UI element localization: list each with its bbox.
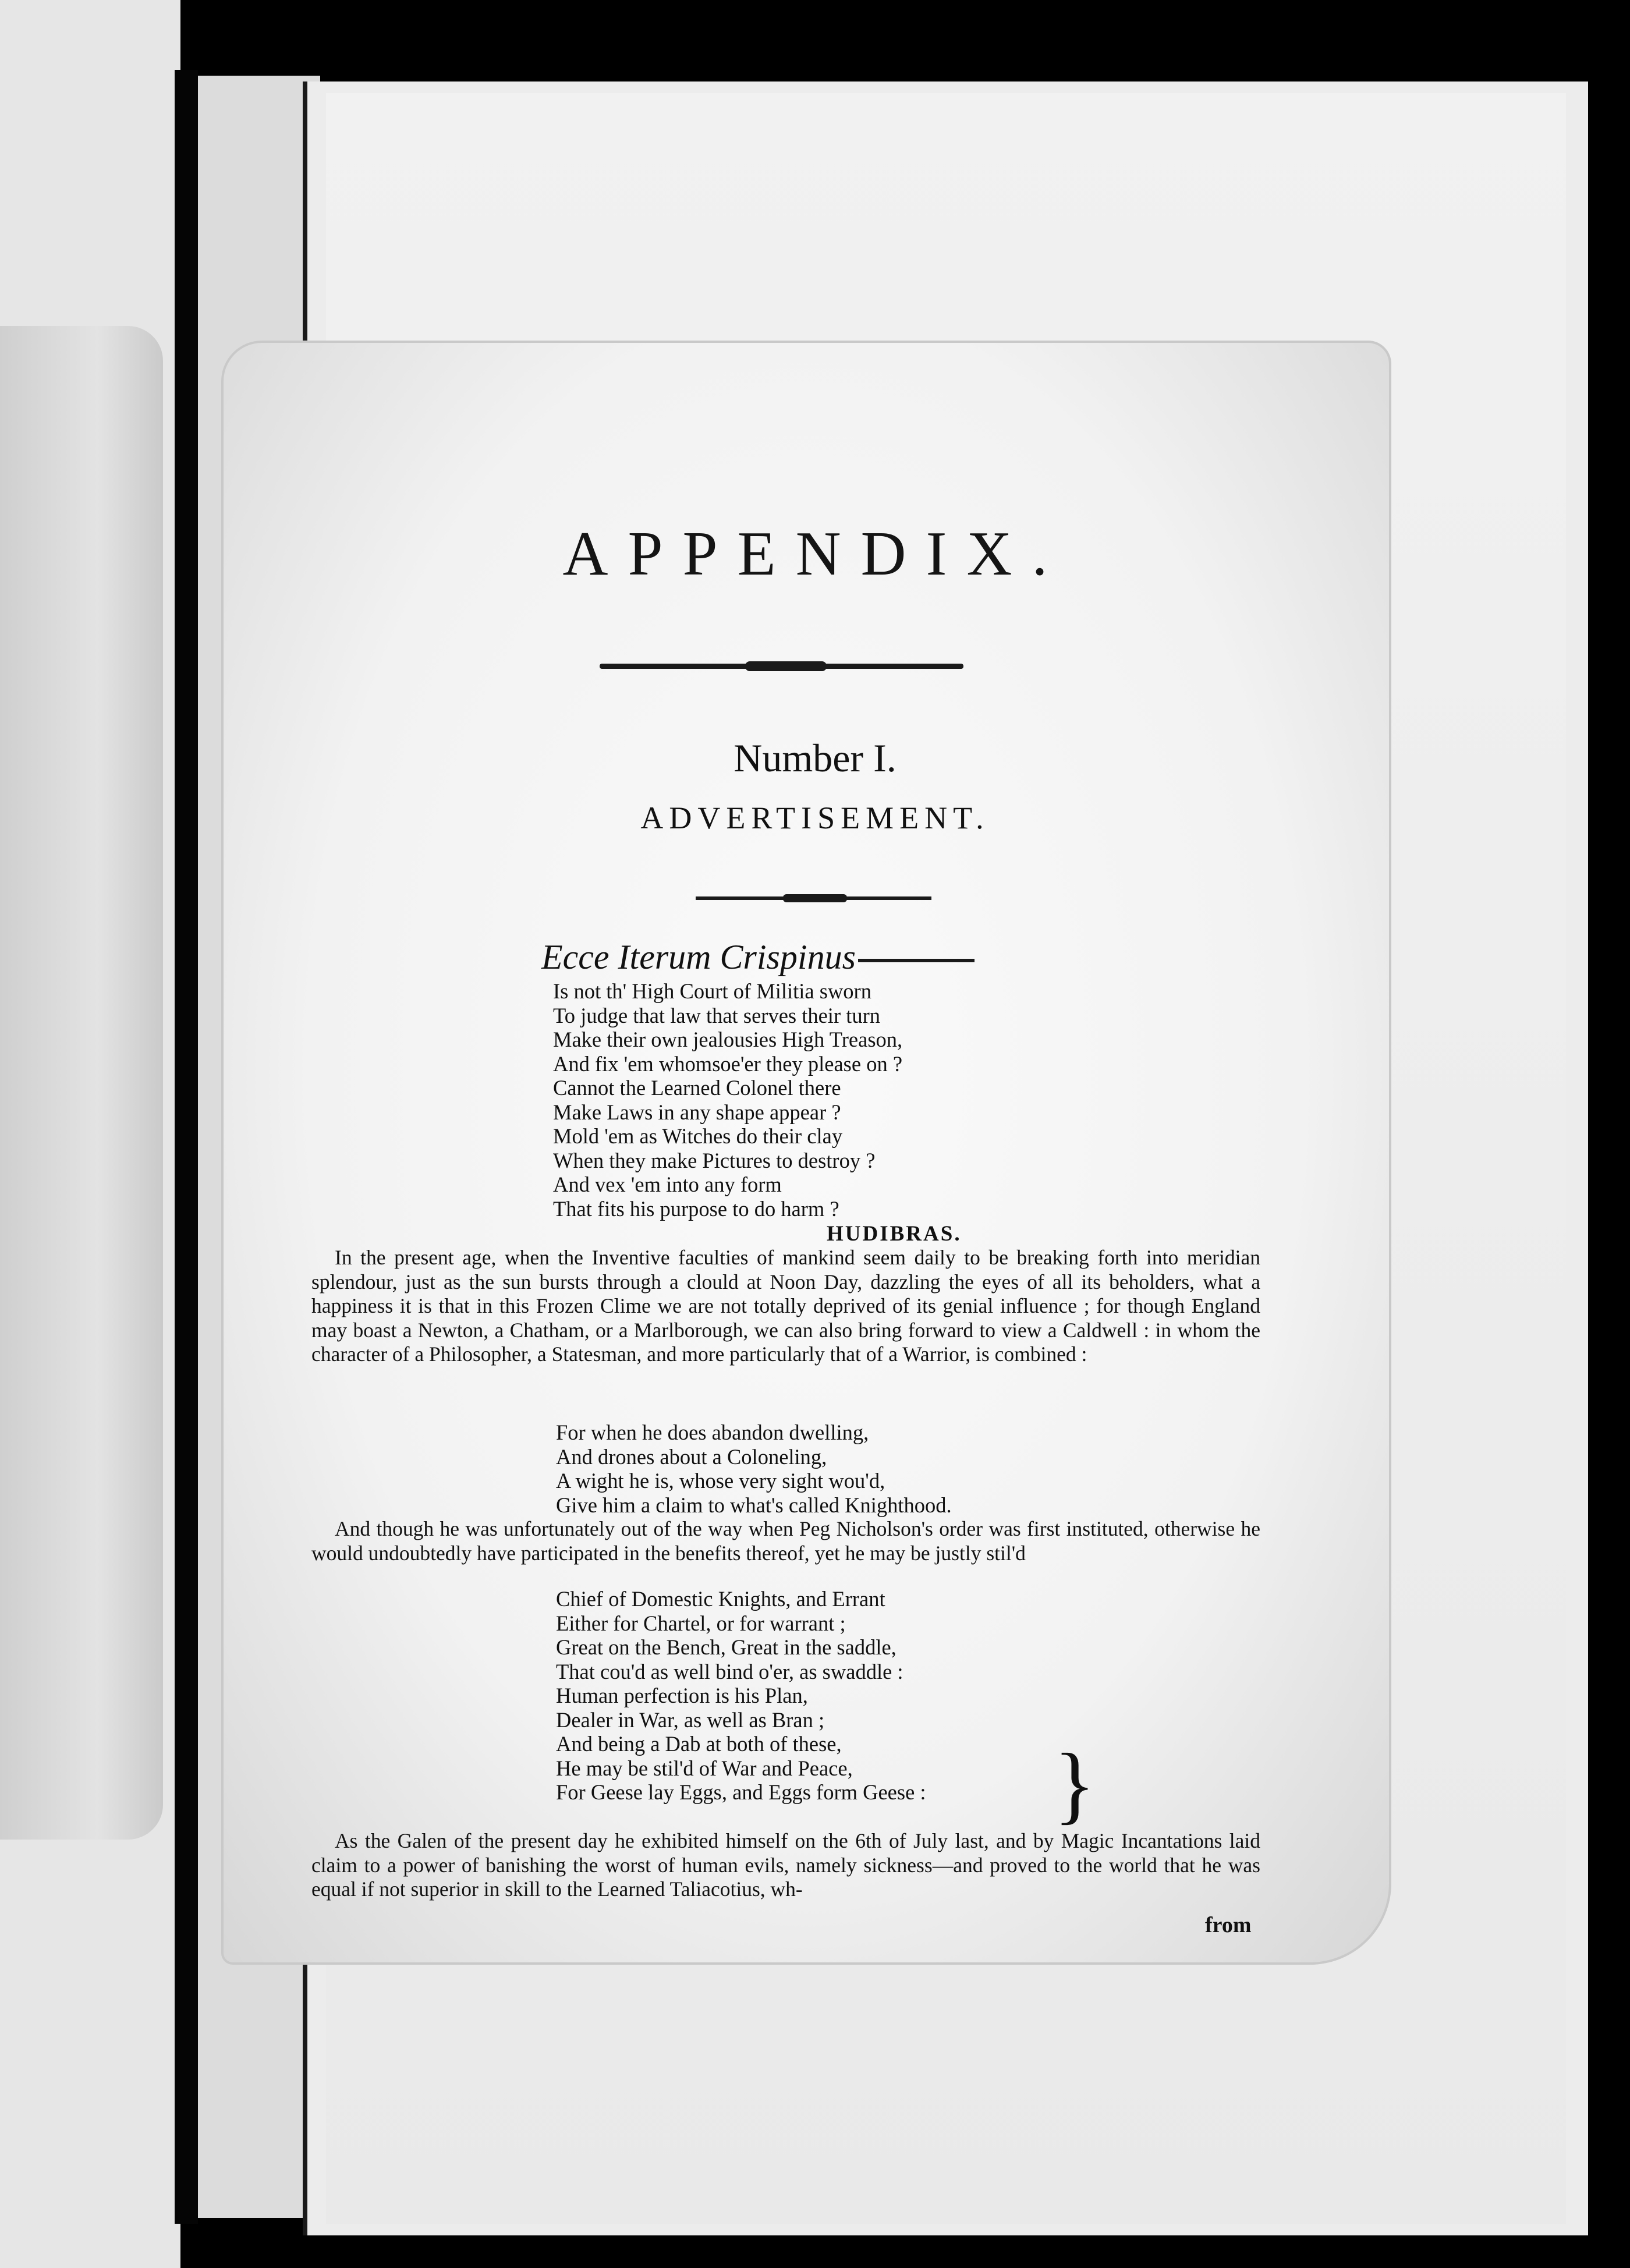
- paragraph-galen: As the Galen of the present day he exhibited himself on the 6th of July last, and by Magic Incantations laid claim to a power of banishing the worst of human evils, namely sickness—and proved to the world that he was equal if not superior in skill to the Learned Taliacotius, wh-: [311, 1829, 1260, 1901]
- verse-line: Mold 'em as Witches do their clay: [553, 1124, 843, 1148]
- verse-line: Give him a claim to what's called Knighthood.: [556, 1493, 952, 1517]
- verse-line: Make Laws in any shape appear ?: [553, 1100, 841, 1124]
- verse-line: That fits his purpose to do harm ?: [553, 1196, 839, 1221]
- section-number: Number I.: [734, 736, 897, 780]
- verse-line: And fix 'em whomsoe'er they please on ?: [553, 1051, 903, 1076]
- facing-page-edge: [0, 0, 180, 2268]
- latin-motto: [541, 937, 975, 977]
- verse-line: For when he does abandon dwelling,: [556, 1420, 869, 1444]
- verse-line: Make their own jealousies High Treason,: [553, 1027, 903, 1051]
- paragraph-present-age: In the present age, when the Inventive faculties of mankind seem daily to be breaking forth into meridian splendour, just as the sun bursts through a clould at Noon Day, dazzling the eyes of all its beholders, what a happiness it is that in this Frozen Clime we are not totally deprived of its genial influence ; for though England may boast a Newton, a Chatham, or a Marlborough, we can also bring forward to view a Caldwell : in whom the character of a Philosopher, a Statesman, and more particularly that of a Warrior, is combined :: [311, 1246, 1260, 1366]
- verse-line: Cannot the Learned Colonel there: [553, 1076, 841, 1100]
- catchword: from: [1205, 1913, 1252, 1937]
- verse-line: To judge that law that serves their turn: [553, 1003, 881, 1027]
- verse-line: A wight he is, whose very sight wou'd,: [556, 1469, 885, 1493]
- verse-line: He may be stil'd of War and Peace,: [556, 1756, 853, 1780]
- page-title: APPENDIX.: [562, 519, 1068, 589]
- book-gutter: [175, 70, 198, 2224]
- verse-line: And vex 'em into any form: [553, 1172, 782, 1196]
- verse-line: When they make Pictures to destroy ?: [553, 1148, 876, 1172]
- verse-knighthood: [556, 1420, 952, 1517]
- verse-line: For Geese lay Eggs, and Eggs form Geese :: [556, 1780, 926, 1804]
- curly-brace-mark: }: [1054, 1736, 1096, 1833]
- paragraph-peg-nicholson: And though he was unfortunately out of the way when Peg Nicholson's order was first instituted, otherwise he would undoubtedly have participated in the benefits thereof, yet he may be justly stil'd: [311, 1517, 1260, 1565]
- verse-line: Human perfection is his Plan,: [556, 1684, 808, 1707]
- verse-domestic-knights: [556, 1587, 926, 1805]
- section-heading: ADVERTISEMENT.: [640, 800, 990, 835]
- verse-line: Chief of Domestic Knights, and Errant: [556, 1587, 885, 1611]
- ornamental-rule-top: [600, 664, 963, 669]
- verse-line: That cou'd as well bind o'er, as swaddle :: [556, 1659, 903, 1684]
- ornamental-rule-middle: [696, 896, 931, 900]
- verse-line: Either for Chartel, or for warrant ;: [556, 1611, 846, 1635]
- verse-line: Is not th' High Court of Militia sworn: [553, 979, 871, 1003]
- verse-attribution: HUDIBRAS.: [827, 1222, 962, 1246]
- verse-hudibras: [553, 979, 902, 1221]
- verse-line: Great on the Bench, Great in the saddle,: [556, 1635, 897, 1659]
- verse-line: And drones about a Coloneling,: [556, 1444, 827, 1469]
- motto-text: Ecce Iterum Crispinus: [541, 938, 856, 976]
- verse-line: And being a Dab at both of these,: [556, 1732, 842, 1756]
- motto-dash: [858, 959, 975, 962]
- verse-line: Dealer in War, as well as Bran ;: [556, 1707, 825, 1732]
